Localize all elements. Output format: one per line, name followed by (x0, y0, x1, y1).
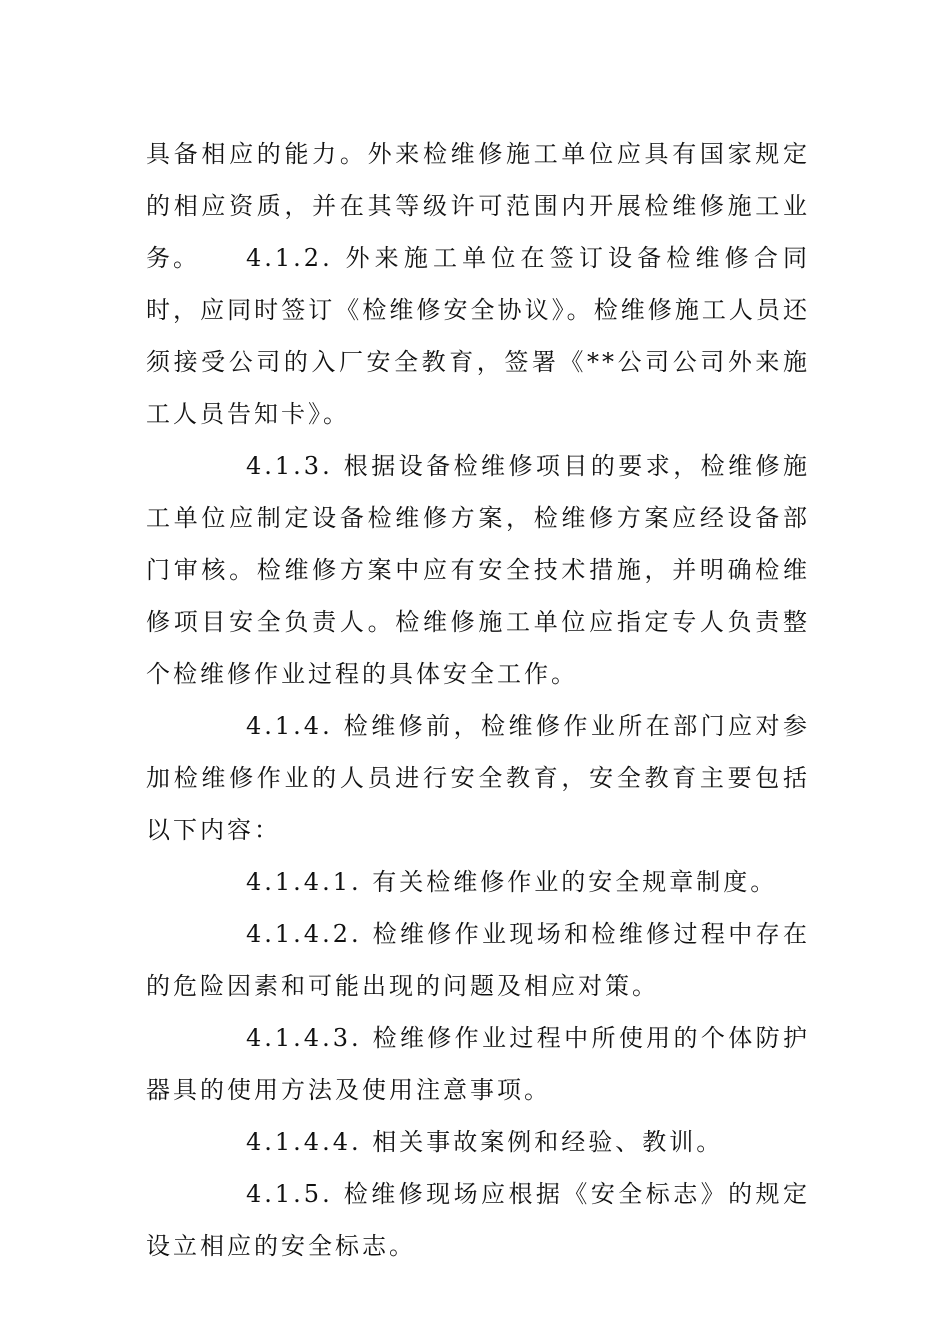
paragraph-4-1-4: 4.1.4. 检维修前，检维修作业所在部门应对参加检维修作业的人员进行安全教育，安全教育主要包括以下内容： (146, 712, 810, 844)
paragraph-4-1-2: 4.1.2. 外来施工单位在签订设备检维修合同时，应同时签订《检维修安全协议》。检维修施工人员还须接受公司的入厂安全教育，签署《**公司公司外来施工人员告知卡》。 (146, 244, 810, 428)
paragraph-4-1-5: 4.1.5. 检维修现场应根据《安全标志》的规定设立相应的安全标志。 (146, 1180, 810, 1260)
paragraph-4-1-4-4: 4.1.4.4. 相关事故案例和经验、教训。 (246, 1128, 724, 1156)
paragraph-continuation: 具备相应的能力。外来检维修施工单位应具有国家规定的相应资质，并在其等级许可范围内开展检维修施工业务。 (146, 140, 810, 272)
paragraph-4-1-4-2: 4.1.4.2. 检维修作业现场和检维修过程中存在的危险因素和可能出现的问题及相应对策。 (146, 920, 810, 1000)
paragraph-4-1-4-3: 4.1.4.3. 检维修作业过程中所使用的个体防护器具的使用方法及使用注意事项。 (146, 1024, 810, 1104)
paragraph-4-1-4-1: 4.1.4.1. 有关检维修作业的安全规章制度。 (246, 868, 778, 896)
paragraph-4-1-3: 4.1.3. 根据设备检维修项目的要求，检维修施工单位应制定设备检维修方案，检维修方案应经设备部门审核。检维修方案中应有安全技术措施，并明确检维修项目安全负责人。检维修施工单位应指定专人负责整个检维修作业过程的具体安全工作。 (146, 452, 810, 688)
